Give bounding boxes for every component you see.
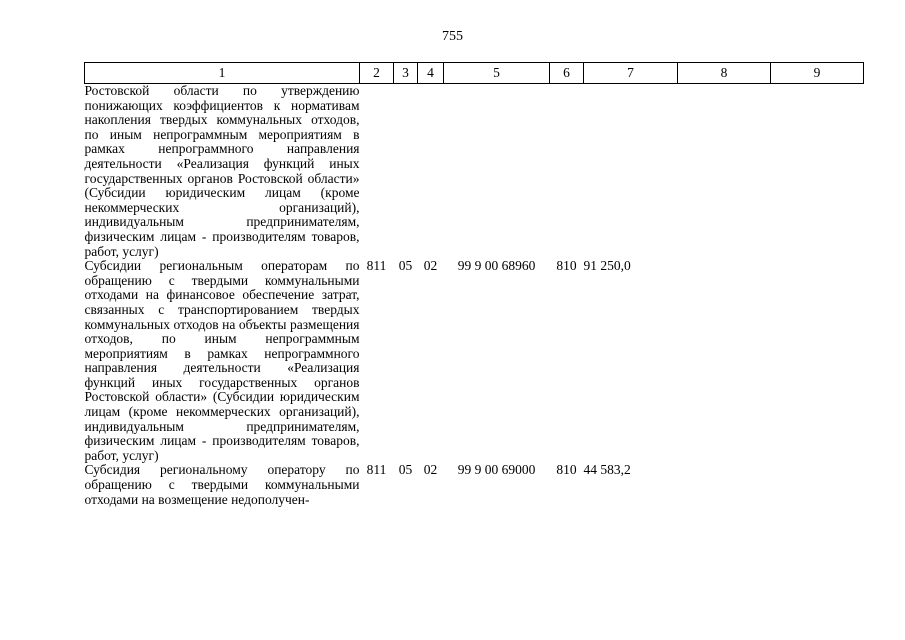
- header-col-7: 7: [584, 63, 678, 84]
- row-col-9: [771, 84, 864, 260]
- page-number: 755: [442, 29, 463, 44]
- row-expense-type: [550, 84, 584, 260]
- row-target-article: [444, 84, 550, 260]
- header-col-3: 3: [394, 63, 418, 84]
- row-col-9: [771, 463, 864, 507]
- budget-table: [84, 62, 864, 507]
- table-row: [85, 463, 864, 507]
- row-amount: [584, 84, 678, 260]
- row-section: 05: [398, 462, 413, 478]
- row-target-article: 99 9 00 68960: [457, 258, 536, 274]
- header-col-6: 6: [550, 63, 584, 84]
- row-subsection: 02: [423, 462, 438, 478]
- row-col-8: [678, 84, 771, 260]
- table-row: [85, 259, 864, 463]
- header-row: [85, 63, 864, 84]
- row-ministry-code: 811: [366, 258, 387, 274]
- row-section: [394, 84, 418, 260]
- row-col-8: [678, 463, 771, 507]
- row-subsection: 02: [423, 258, 438, 274]
- row-subsection: [418, 84, 444, 260]
- row-amount: 44 583,2: [583, 462, 631, 478]
- row-ministry-code: [360, 84, 394, 260]
- row-col-8: [678, 259, 771, 463]
- row-expense-type: 810: [556, 258, 577, 274]
- row-amount: 91 250,0: [583, 258, 631, 274]
- row-description: Субсидии региональным операторам по обращению с твердыми коммунальными отходами на финансовое обеспечение затрат, связанных с транспортированием твердых коммунальных отходов на объекты размещения отходов, по иным непрограммным мероприятиям в рамках непрограммного направления деятельности «Реализация функций иных государственных органов Ростовской области» (Субсидии юридическим лицам (кроме некоммерческих организаций), индивидуальным предпринимателям, физическим лицам - производителям товаров, работ, услуг): [84, 258, 360, 463]
- row-target-article: 99 9 00 69000: [457, 462, 536, 478]
- header-col-4: 4: [418, 63, 444, 84]
- header-col-1: 1: [85, 63, 360, 84]
- header-col-2: 2: [360, 63, 394, 84]
- header-col-5: 5: [444, 63, 550, 84]
- row-description: Ростовской области по утверждению понижающих коэффициентов к нормативам накопления твердых коммунальных отходов, по иным непрограммным мероприятиям в рамках непрограммного направления деятельности «Реализация функций иных государственных органов Ростовской области» (Субсидии юридическим лицам (кроме некоммерческих организаций), индивидуальным предпринимателям, физическим лицам - производителям товаров, работ, услуг): [84, 83, 360, 259]
- table-row: [85, 84, 864, 260]
- row-expense-type: 810: [556, 462, 577, 478]
- row-col-9: [771, 259, 864, 463]
- header-col-9: 9: [771, 63, 864, 84]
- header-col-8: 8: [678, 63, 771, 84]
- row-section: 05: [398, 258, 413, 274]
- row-ministry-code: 811: [366, 462, 387, 478]
- row-description: Субсидия региональному оператору по обращению с твердыми коммунальными отходами на возмещение недополучен-: [84, 462, 360, 507]
